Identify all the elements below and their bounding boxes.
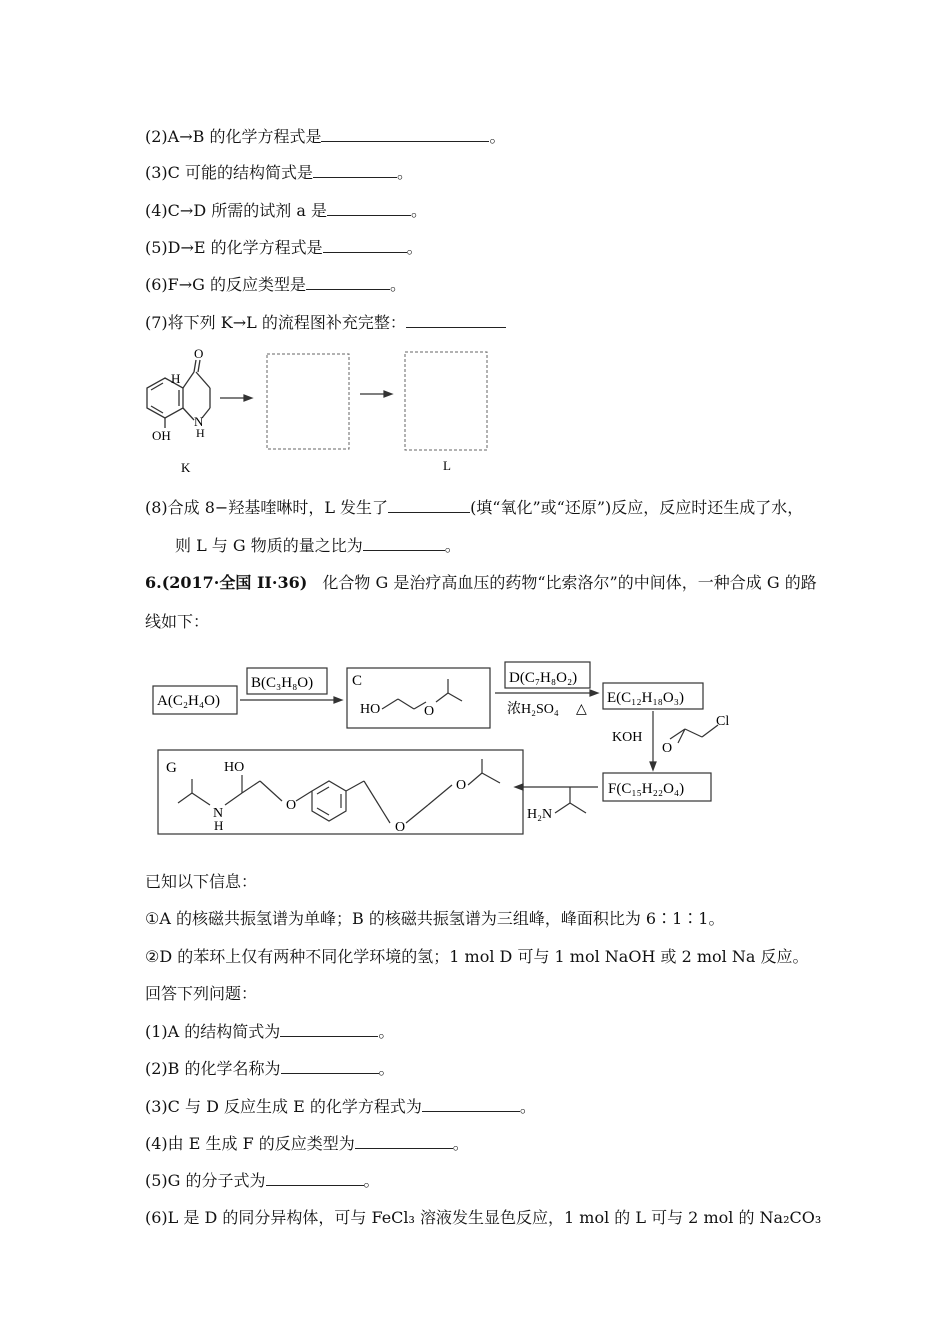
compound-c-label: C (352, 673, 363, 689)
isopropylamine-bonds (555, 787, 586, 813)
answer-3: (3)C 与 D 反应生成 E 的化学方程式为 。 (145, 1097, 536, 1116)
compound-d: D(C₇H₈O₂) (509, 670, 578, 686)
answer-blank[interactable] (355, 1133, 453, 1149)
epichlorohydrin (670, 725, 718, 743)
isopropylamine: H₂N (527, 807, 553, 822)
c-ether-o: O (424, 704, 435, 719)
question-5: (5)D→E 的化学方程式是 。 (145, 238, 423, 257)
answer-5: (5)G 的分子式为 。 (145, 1171, 380, 1190)
k-to-l-flowchart (130, 340, 500, 480)
box-g (158, 750, 523, 834)
answer-blank[interactable] (406, 312, 506, 328)
answer-blank[interactable] (327, 200, 411, 216)
answer-blank[interactable] (266, 1170, 364, 1186)
info-2: ②D 的苯环上仅有两种不同化学环境的氢；1 mol D 可与 1 mol NaOH 或 2 mol Na 反应。 (145, 947, 809, 966)
empty-box-2[interactable] (405, 352, 487, 450)
answer-6: (6)L 是 D 的同分异构体，可与 FeCl₃ 溶液发生显色反应，1 mol 的 L 可与 2 mol 的 Na₂CO₃ (145, 1208, 822, 1227)
answer-1: (1)A 的结构简式为 。 (145, 1022, 395, 1041)
empty-box-1[interactable] (267, 354, 349, 449)
synthesis-scheme (150, 655, 750, 845)
answer-blank[interactable] (281, 1058, 379, 1074)
reagent-koh: KOH (612, 730, 643, 745)
arrowhead-e-f (650, 762, 656, 770)
condition-h2so4: 浓H₂SO₄ (507, 702, 559, 717)
atom-oh: OH (152, 428, 171, 443)
arrowhead-2 (384, 391, 392, 397)
label-k: K (181, 460, 191, 475)
compound-e: E(C₁₂H₁₈O₃) (607, 690, 684, 706)
answer-blank[interactable] (280, 1021, 378, 1037)
epoxide-cl: Cl (716, 714, 730, 729)
arrowhead-1 (244, 395, 252, 401)
label-l: L (443, 458, 451, 473)
answer-blank[interactable] (422, 1096, 520, 1112)
question-8: (8)合成 8−羟基喹啉时，L 发生了 (填“氧化”或“还原”)反应，反应时还生成了水， (145, 498, 804, 517)
epoxide-o: O (662, 741, 673, 756)
answer-blank[interactable] (313, 162, 397, 178)
atom-h-nh: H (196, 426, 205, 440)
question-2: (2)A→B 的化学方程式是 。 (145, 127, 506, 146)
question-7: (7)将下列 K→L 的流程图补充完整： (145, 312, 506, 333)
g-o-1: O (286, 798, 297, 813)
answer-blank[interactable] (306, 274, 390, 290)
atom-o: O (194, 346, 204, 361)
heat-symbol: △ (576, 702, 587, 717)
g-n: N (213, 806, 224, 821)
answer-blank[interactable] (388, 497, 470, 513)
atom-h: H (171, 371, 181, 386)
answer-blank[interactable] (323, 237, 407, 253)
g-o-2: O (395, 820, 406, 835)
answer-2: (2)B 的化学名称为 。 (145, 1059, 395, 1078)
known-info: 已知以下信息： (145, 872, 258, 891)
answer-blank[interactable] (321, 126, 489, 142)
arrowhead-c-e (590, 690, 598, 696)
question-6: (6)F→G 的反应类型是 。 (145, 275, 407, 294)
problem-6-heading: 6.(2017·全国 II·36) 化合物 G 是治疗高血压的药物“比索洛尔”的中间体，一种合成 G 的路 (145, 573, 817, 592)
question-4: (4)C→D 所需的试剂 a 是 。 (145, 201, 427, 220)
answer-blank[interactable] (363, 535, 445, 551)
compound-b: B(C₃H₈O) (251, 675, 314, 691)
question-8b: 则 L 与 G 物质的量之比为 。 (175, 536, 461, 555)
compound-a: A(C₂H₄O) (157, 693, 220, 709)
compound-g-label: G (166, 760, 177, 776)
g-h: H (214, 818, 224, 833)
atom-n: N (194, 414, 204, 429)
arrowhead-a-c (334, 697, 342, 703)
problem-6-heading-cont: 线如下： (145, 612, 210, 631)
box-c (347, 668, 490, 728)
arrowhead-f-g (515, 784, 523, 790)
question-3: (3)C 可能的结构简式是 。 (145, 163, 414, 182)
molecule-c (382, 679, 462, 709)
g-o-3: O (456, 778, 467, 793)
answer-prompt: 回答下列问题： (145, 984, 258, 1003)
answer-4: (4)由 E 生成 F 的反应类型为 。 (145, 1134, 469, 1153)
c-ho: HO (360, 702, 381, 717)
info-1: ①A 的核磁共振氢谱为单峰；B 的核磁共振氢谱为三组峰，峰面积比为 6∶1∶1。 (145, 909, 725, 928)
g-ho: HO (224, 760, 245, 775)
compound-f: F(C₁₅H₂₂O₄) (608, 781, 685, 797)
